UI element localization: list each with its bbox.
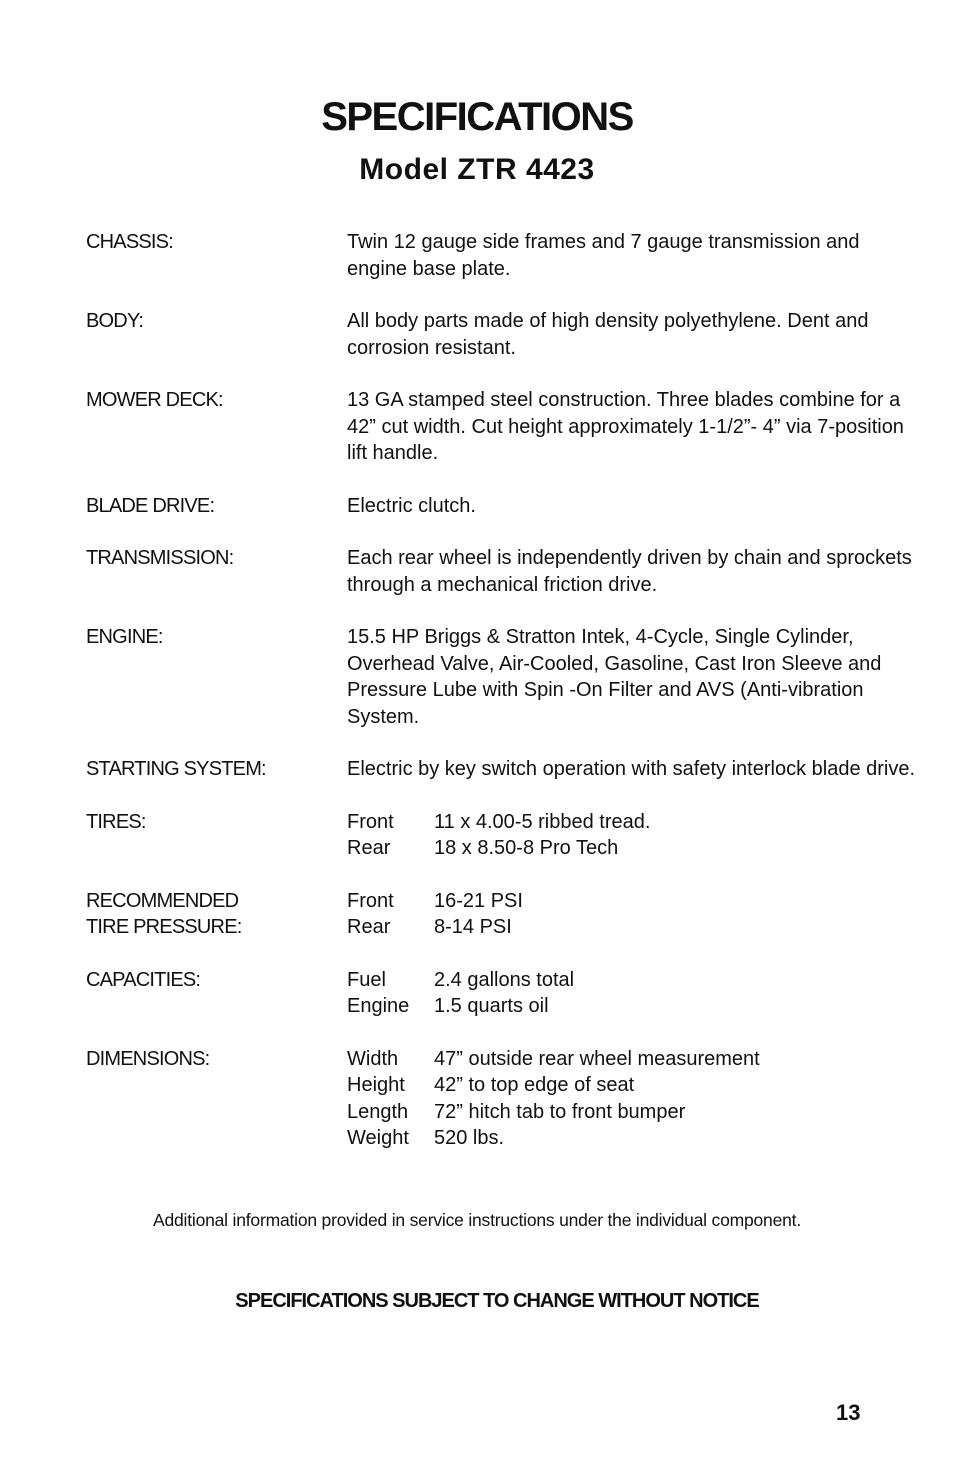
spec-list [86,229,916,1178]
spec-value: 15.5 HP Briggs & Stratton Intek, 4-Cycle, Single Cylinder, Overhead Valve, Air-Cooled, Gasoline, Cast Iron Sleeve and Pressure Lube with Spin -On Filter and AVS (Anti-vibration System. [347,626,882,728]
spec-row-chassis [86,229,916,282]
sub-row [347,1072,916,1099]
spec-label: MOWER DECK: [86,389,223,411]
sub-row [347,967,916,994]
sub-key: Engine [347,995,410,1017]
spec-value: Electric by key switch operation with safety interlock blade drive. [347,758,916,780]
spec-row-starting-system [86,756,916,783]
spec-label: TIRES: [86,810,146,833]
sub-key: Height [347,1074,405,1096]
spec-label: TRANSMISSION: [86,547,234,569]
change-notice: SPECIFICATIONS SUBJECT TO CHANGE WITHOUT NOTICE [235,1290,759,1312]
spec-row-engine [86,624,916,730]
page-title: SPECIFICATIONS [321,95,633,139]
spec-label: BODY: [86,310,144,332]
sub-row [347,1125,916,1152]
spec-value: Each rear wheel is independently driven by chain and sprockets through a mechanical friction drive. [347,547,912,596]
spec-row-blade-drive [86,493,916,520]
spec-value: All body parts made of high density polyethylene. Dent and corrosion resistant. [347,310,869,359]
sub-row [347,993,916,1020]
spec-row-mower-deck [86,387,916,467]
spec-row-tire-pressure [86,888,916,941]
spec-value: Twin 12 gauge side frames and 7 gauge transmission and engine base plate. [347,231,860,280]
sub-key: Front [347,810,394,833]
spec-row-body [86,308,916,361]
spec-value: Electric clutch. [347,494,476,517]
spec-label: ENGINE: [86,626,163,648]
spec-row-transmission [86,545,916,598]
page-number: 13 [836,1400,861,1425]
sub-row [347,835,916,862]
footnote: Additional information provided in service instructions under the individual component. [153,1210,801,1230]
sub-value: 1.5 quarts oil [434,995,549,1017]
sub-value: 2.4 gallons total [434,968,575,991]
spec-row-capacities [86,967,916,1020]
sub-row [347,914,916,941]
sub-key: Front [347,889,394,912]
spec-value [347,1046,916,1152]
sub-key: Rear [347,837,391,859]
spec-label: CHASSIS: [86,231,173,253]
sub-key: Width [347,1047,399,1070]
sub-key: Weight [347,1127,409,1149]
spec-label: STARTING SYSTEM: [86,758,266,780]
sub-value: 16-21 PSI [434,889,523,912]
sub-key: Rear [347,916,391,938]
sub-value: 72” hitch tab to front bumper [434,1100,686,1123]
sub-value: 11 x 4.00-5 ribbed tread. [434,810,651,833]
spec-value [347,809,916,862]
sub-row [347,888,916,915]
sub-key: Length [347,1100,409,1123]
sub-row [347,1099,916,1126]
spec-value [347,888,916,941]
sub-value: 47” outside rear wheel measurement [434,1047,760,1070]
sub-value: 42” to top edge of seat [434,1074,635,1096]
spec-label: DIMENSIONS: [86,1047,210,1070]
sub-value: 18 x 8.50-8 Pro Tech [434,837,619,859]
spec-row-tires [86,809,916,862]
spec-label: RECOMMENDED TIRE PRESSURE: [86,889,242,938]
spec-row-dimensions [86,1046,916,1152]
sub-row [347,809,916,836]
sub-value: 520 lbs. [434,1127,505,1149]
sub-row [347,1046,916,1073]
model-subtitle: Model ZTR 4423 [359,153,595,186]
spec-value: 13 GA stamped steel construction. Three blades combine for a 42” cut width. Cut height approximately 1-1/2”- 4” via 7-position lift handle. [347,389,904,464]
spec-label: CAPACITIES: [86,968,201,991]
sub-value: 8-14 PSI [434,916,512,938]
sub-key: Fuel [347,968,386,991]
spec-value [347,967,916,1020]
spec-label: BLADE DRIVE: [86,494,215,517]
